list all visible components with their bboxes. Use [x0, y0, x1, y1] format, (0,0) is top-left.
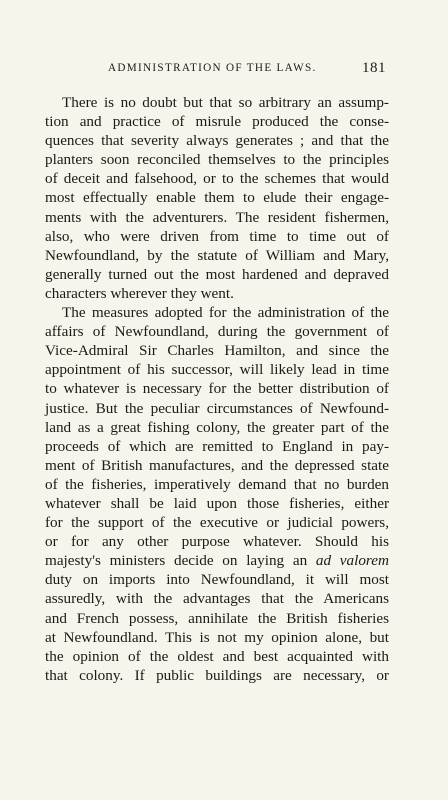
text-line: planters soon reconciled themselves to the principles	[45, 151, 389, 169]
text-line: Vice-Admiral Sir Charles Hamilton, and since the	[45, 342, 389, 360]
text-line: at Newfoundland. This is not my opinion alone, but	[45, 628, 389, 646]
text-line: The measures adopted for the administration of the	[62, 304, 389, 322]
text-line: assuredly, with the advantages that the Americans	[45, 590, 389, 608]
text-line: of the fisheries, imperatively demand that no burden	[45, 475, 389, 493]
text-line: proceeds of which are remitted to England in pay-	[45, 437, 389, 455]
text-line: whatever shall be laid upon those fisheries, either	[45, 494, 389, 512]
text-line: for the support of the executive or judicial powers,	[45, 514, 389, 532]
text-line: justice. But the peculiar circumstances of Newfound-	[45, 399, 389, 417]
text-line: most effectually enable them to elude their engage-	[45, 189, 389, 207]
paragraph-2	[45, 303, 389, 685]
text-line: Newfoundland, by the statute of William and Mary,	[45, 246, 389, 264]
text-line: generally turned out the most hardened and depraved	[45, 265, 389, 283]
text-line: tion and practice of misrule produced the conse-	[45, 113, 389, 131]
text-line: duty on imports into Newfoundland, it will most	[45, 571, 389, 589]
text-line: and French possess, annihilate the British fisheries	[45, 609, 389, 627]
running-title: ADMINISTRATION OF THE LAWS.	[108, 62, 317, 74]
text-line: of deceit and falsehood, or to the schemes that would	[45, 170, 389, 188]
running-head	[60, 62, 386, 78]
text-line: affairs of Newfoundland, during the government of	[45, 323, 389, 341]
body-text	[45, 93, 389, 685]
text-line: ment of British manufactures, and the depressed state	[45, 456, 389, 474]
text-line: also, who were driven from time to time out of	[45, 227, 389, 245]
text-line: quences that severity always generates ; and that the	[45, 132, 389, 150]
text-line: that colony. If public buildings are necessary, or	[45, 666, 389, 684]
text-line: land as a great fishing colony, the greater part of the	[45, 418, 389, 436]
text-line: appointment of his successor, will likely lead in time	[45, 361, 389, 379]
text-line: the opinion of the oldest and best acquainted with	[45, 647, 389, 665]
text-line-with-italic	[45, 551, 389, 570]
text-line: ments with the adventurers. The resident fishermen,	[45, 208, 389, 226]
text-line: or for any other purpose whatever. Should his	[45, 533, 389, 551]
text-segment: majesty's ministers decide on laying an	[45, 552, 316, 570]
page-number: 181	[362, 60, 386, 76]
italic-phrase: ad valorem	[315, 552, 389, 570]
text-line: characters wherever they went.	[45, 284, 234, 302]
text-line: to whatever is necessary for the better distribution of	[45, 380, 389, 398]
text-line: There is no doubt but that so arbitrary an assump-	[62, 94, 389, 111]
paragraph-1	[45, 93, 389, 303]
